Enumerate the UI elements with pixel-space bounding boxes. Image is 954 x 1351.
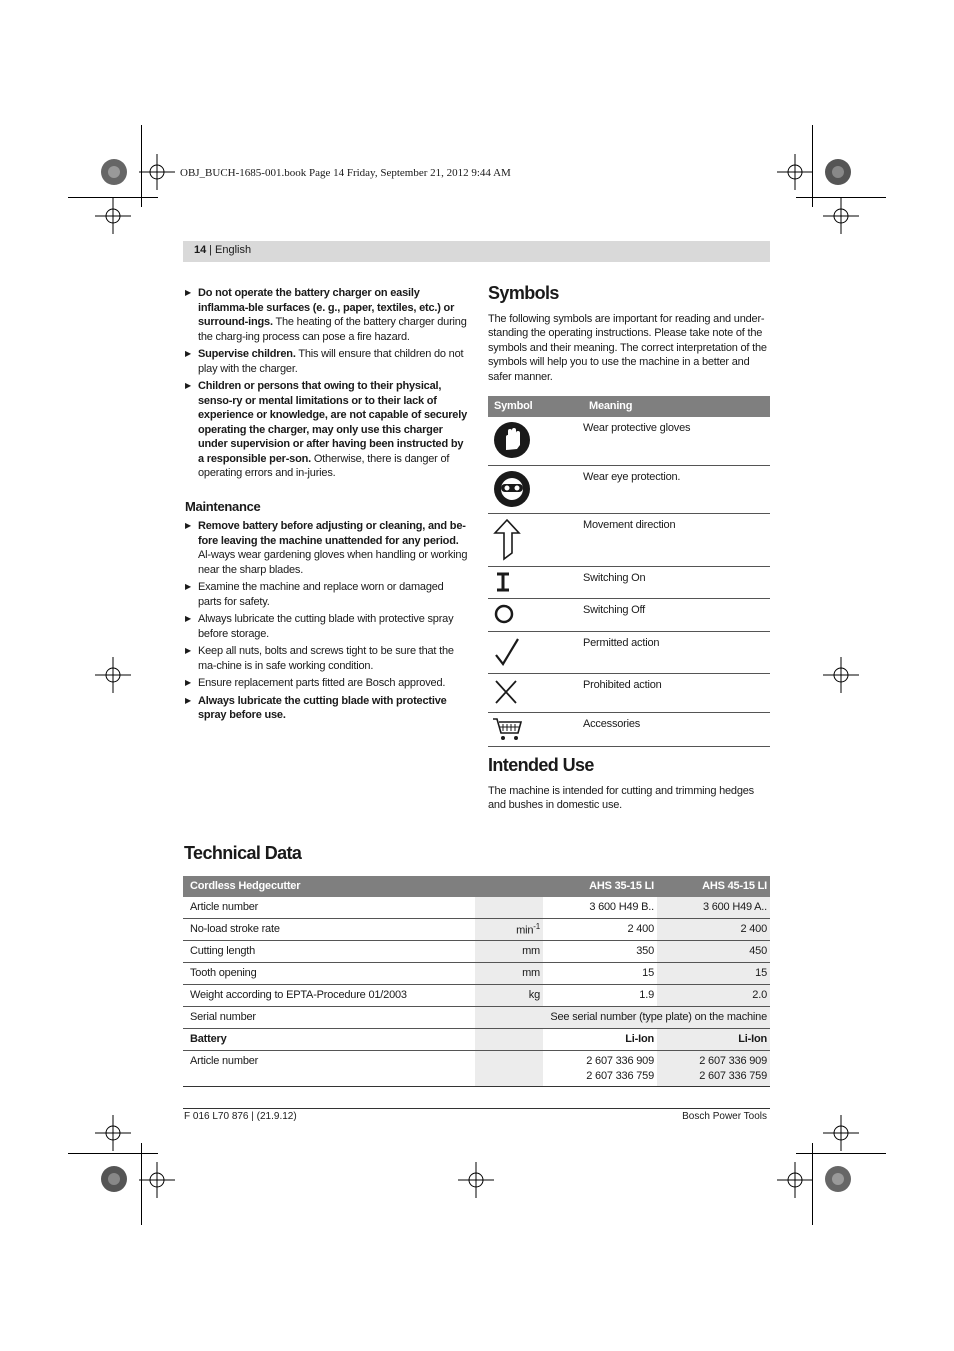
table-row: Article number 3 600 H49 B.. 3 600 H49 A.. <box>183 897 770 919</box>
symbol-meaning: Wear protective gloves <box>583 417 770 465</box>
list-item: ▶ Always lubricate the cutting blade with protective spray before storage. <box>185 612 469 641</box>
table-row: Article number 2 607 336 909 2 607 336 759 2 607 336 909 2 607 336 759 <box>183 1051 770 1087</box>
maintenance-bullets <box>185 519 469 723</box>
technical-data-heading: Technical Data <box>184 843 302 863</box>
footer-brand: Bosch Power Tools <box>682 1111 767 1122</box>
switch-off-icon <box>492 602 516 626</box>
symbol-meaning: Accessories <box>583 712 770 747</box>
symbol-column-header: Symbol <box>488 396 583 417</box>
gloves-icon <box>492 420 532 460</box>
table-row: Weight according to EPTA-Procedure 01/2003 kg 1.9 2.0 <box>183 985 770 1007</box>
table-row: No-load stroke rate $\min^{-1}$ 2 400 2 400 <box>183 919 770 941</box>
symbols-intro: The following symbols are important for reading and under-standing the operating instructions. Please take note of the symbols and their meaning. The correct interpretation of the symbols will help you to use the machine in a better and safer manner. <box>488 312 767 383</box>
technical-data-table <box>183 876 770 1087</box>
table-row: Tooth opening mm 15 15 <box>183 963 770 985</box>
list-item: ▶ Do not operate the battery charger on easily inflamma-ble surfaces (e. g., paper, textiles, etc.) or surround-ings. The heating of the battery charger during the charg-ing process can pose a fire hazard. <box>185 286 469 344</box>
product-header: Cordless Hedgecutter <box>183 876 475 897</box>
intended-use-text: The machine is intended for cutting and trimming hedges and bushes in domestic use. <box>488 784 754 811</box>
print-info: OBJ_BUCH-1685-001.book Page 14 Friday, September 21, 2012 9:44 AM <box>180 167 511 179</box>
list-item: ▶ Keep all nuts, bolts and screws tight to be sure that the ma-chine is in safe working condition. <box>185 644 469 673</box>
table-row: Serial number See serial number (type plate) on the machine <box>183 1007 770 1029</box>
header-separator: | <box>209 244 212 256</box>
symbol-meaning: Wear eye protection. <box>583 465 770 514</box>
symbol-meaning: Permitted action <box>583 631 770 674</box>
symbol-meaning: Switching Off <box>583 599 770 632</box>
list-item: ▶ Ensure replacement parts fitted are Bosch approved. <box>185 676 469 691</box>
cross-icon <box>492 677 520 707</box>
symbols-heading: Symbols <box>488 283 559 303</box>
goggles-icon <box>492 469 532 509</box>
symbols-table <box>488 396 770 747</box>
table-row: Battery Li-Ion Li-Ion <box>183 1029 770 1051</box>
footer-code: F 016 L70 876 | (21.9.12) <box>184 1111 297 1122</box>
list-item: ▶ Children or persons that owing to their physical, senso-ry or mental limitations or to their lack of experience or knowledge, are not capable of securely operating the charger, may only use this charger under supervision or after having been instructed by a responsible per-son. Otherwise, there is danger of operating errors and in-juries. <box>185 379 469 481</box>
left-column <box>185 286 469 726</box>
cart-icon <box>492 716 524 742</box>
safety-bullets <box>185 286 469 481</box>
right-column <box>488 283 770 813</box>
arrow-up-icon <box>492 517 522 561</box>
footer-divider <box>183 1108 770 1109</box>
list-item: ▶ Examine the machine and replace worn or damaged parts for safety. <box>185 580 469 609</box>
intended-use-heading: Intended Use <box>488 755 594 775</box>
table-row: Cutting length mm 350 450 <box>183 941 770 963</box>
list-item: ▶ Always lubricate the cutting blade with protective spray before use. <box>185 694 469 723</box>
symbol-meaning: Switching On <box>583 566 770 599</box>
check-icon <box>492 635 522 669</box>
list-item: ▶ Remove battery before adjusting or cleaning, and be-fore leaving the machine unattended for any period. Al-ways wear gardening gloves when handling or working near the sharp blades. <box>185 519 469 577</box>
header-language: English <box>215 244 252 256</box>
switch-on-icon <box>492 570 516 594</box>
list-item: ▶ Supervise children. This will ensure that children do not play with the charger. <box>185 347 469 376</box>
meaning-column-header: Meaning <box>583 396 770 417</box>
model2-header: AHS 45-15 LI <box>657 876 770 897</box>
model1-header: AHS 35-15 LI <box>543 876 657 897</box>
symbol-meaning: Prohibited action <box>583 674 770 713</box>
page-number: 14 <box>194 244 207 256</box>
page-header <box>183 241 770 262</box>
maintenance-heading: Maintenance <box>185 498 261 514</box>
symbol-meaning: Movement direction <box>583 514 770 567</box>
